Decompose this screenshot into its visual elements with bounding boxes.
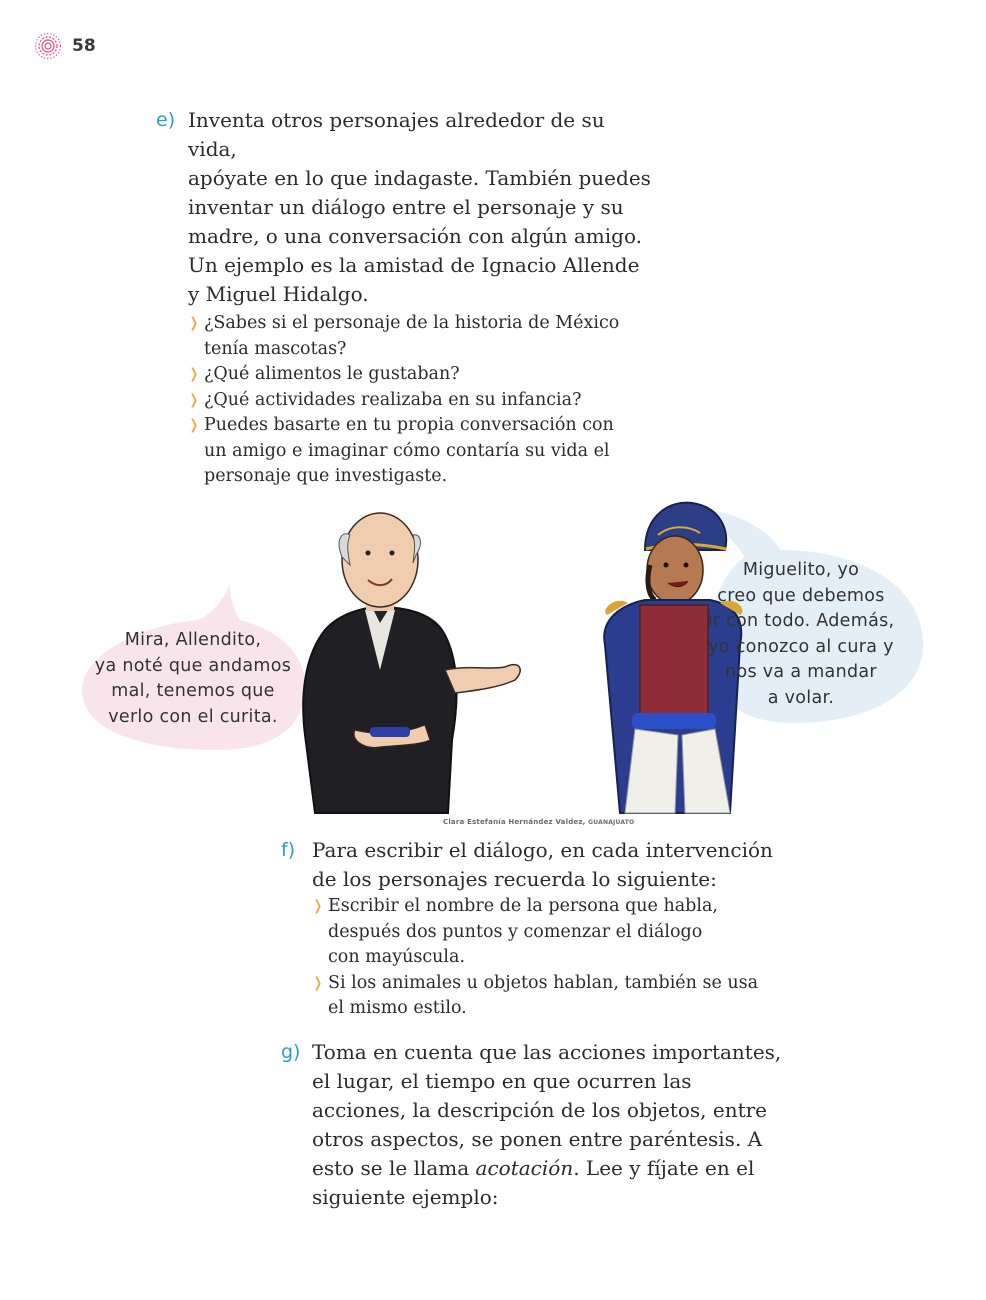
list-item: ❭ Escribir el nombre de la persona que habla, después dos puntos y comenzar el diálogo con mayúscula. [312, 896, 718, 967]
hidalgo-figure [303, 513, 520, 813]
bullet-chevron-icon: ❭ [188, 315, 200, 331]
section-f-bullets [312, 894, 781, 1022]
section-marker-f: f) [281, 839, 296, 861]
section-g-paragraph: Toma en cuenta que las acciones importantes, el lugar, el tiempo en que ocurren las acciones, la descripción de los objetos, entre otros aspectos, se ponen entre paréntesis. A esto se le llama acotación. Lee y fíjate en el siguiente ejemplo: [312, 1040, 782, 1209]
bullet-chevron-icon: ❭ [312, 974, 324, 991]
section-e-bullets [188, 311, 656, 490]
bullet-chevron-icon: ❭ [312, 898, 324, 914]
page-number-text: 58 [72, 36, 96, 56]
page-number [34, 32, 96, 60]
list-item: ❭ ¿Qué alimentos le gustaban? [188, 362, 656, 388]
section-marker-g: g) [281, 1041, 301, 1063]
list-item: ❭ Si los animales u objetos hablan, también se usa el mismo estilo. [312, 972, 759, 1018]
section-e-paragraph: Inventa otros personajes alrededor de su vida, apóyate en lo que indagaste. También puedes inventar un diálogo entre el personaje y su madre, o una conversación con algún amigo. Un ejemplo es la amistad de Ignacio Allende y Miguel Hidalgo. [188, 108, 651, 306]
illustration-credit: Clara Estefanía Hernández Valdez, GUANAJUATO [443, 818, 635, 826]
section-g [281, 1038, 791, 1212]
bullet-chevron-icon: ❭ [188, 366, 200, 382]
section-f-paragraph: Para escribir el diálogo, en cada intervención de los personajes recuerda lo siguiente: [312, 838, 773, 891]
sun-ornament-icon [34, 32, 62, 60]
section-e [156, 106, 656, 490]
left-bubble-text: Mira, Allendito, ya noté que andamos mal, tenemos que verlo con el curita. [94, 630, 292, 727]
list-item: ❭ ¿Sabes si el personaje de la historia de México tenía mascotas? [188, 313, 620, 359]
list-item: ❭ ¿Qué actividades realizaba en su infancia? [188, 388, 656, 414]
section-marker-e: e) [156, 109, 176, 131]
bullet-chevron-icon: ❭ [188, 391, 200, 408]
section-f [281, 836, 781, 1022]
right-bubble-text: Miguelito, yo creo que debemos ir con todo. Además, yo conozco al cura y nos va a mandar a volar. [707, 560, 895, 708]
list-item: ❭ Puedes basarte en tu propia conversación con un amigo e imaginar cómo contaría su vida el personaje que investigaste. [188, 415, 614, 486]
bullet-chevron-icon: ❭ [188, 417, 200, 433]
term-acotacion: acotación [475, 1156, 574, 1180]
